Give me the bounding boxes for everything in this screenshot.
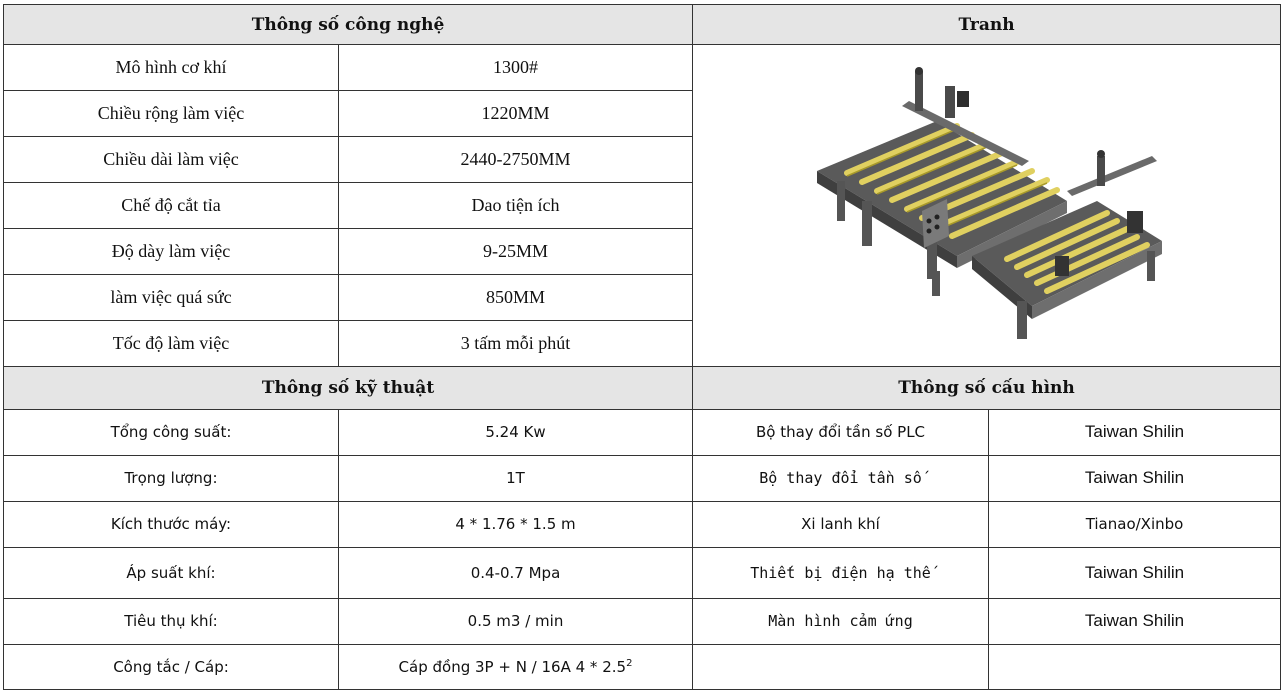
technical-value: 0.5 m3 / min <box>339 598 693 644</box>
table-row <box>4 501 1281 547</box>
machine-drawing-icon <box>807 61 1167 351</box>
technical-value-cell <box>339 644 693 689</box>
configuration-label: Thiết bị điện hạ thế <box>693 547 989 598</box>
process-value: 850MM <box>339 275 693 321</box>
table-row <box>4 547 1281 598</box>
process-value: Dao tiện ích <box>339 183 693 229</box>
technical-label: Tiêu thụ khí: <box>4 598 339 644</box>
process-label: Chiều dài làm việc <box>4 137 339 183</box>
configuration-header: Thông số cấu hình <box>693 367 1281 409</box>
technical-header: Thông số kỹ thuật <box>4 367 693 409</box>
process-value: 1220MM <box>339 91 693 137</box>
process-header-row <box>4 5 1281 45</box>
technical-value: 0.4-0.7 Mpa <box>339 547 693 598</box>
technical-value: 1T <box>339 455 693 501</box>
process-label: làm việc quá sức <box>4 275 339 321</box>
table-row <box>4 455 1281 501</box>
table-row <box>4 409 1281 455</box>
technical-value: 5.24 Kw <box>339 409 693 455</box>
process-value: 2440-2750MM <box>339 137 693 183</box>
process-label: Chế độ cắt tỉa <box>4 183 339 229</box>
configuration-label: Màn hình cảm ứng <box>693 598 989 644</box>
process-value: 1300# <box>339 45 693 91</box>
process-label: Mô hình cơ khí <box>4 45 339 91</box>
configuration-value <box>989 644 1281 689</box>
process-label: Độ dày làm việc <box>4 229 339 275</box>
configuration-value: Taiwan Shilin <box>989 409 1281 455</box>
configuration-value: Taiwan Shilin <box>989 598 1281 644</box>
technical-label: Tổng công suất: <box>4 409 339 455</box>
spec-table <box>3 4 1281 690</box>
technical-label: Kích thước máy: <box>4 501 339 547</box>
table-row <box>4 598 1281 644</box>
machine-image-cell <box>693 45 1281 367</box>
technical-value: 4 * 1.76 * 1.5 m <box>339 501 693 547</box>
configuration-label: Bộ thay đổi tần số PLC <box>693 409 989 455</box>
process-label: Chiều rộng làm việc <box>4 91 339 137</box>
configuration-value: Taiwan Shilin <box>989 455 1281 501</box>
table-row <box>4 45 1281 91</box>
technical-label: Áp suất khí: <box>4 547 339 598</box>
technical-header-row <box>4 367 1281 409</box>
process-label: Tốc độ làm việc <box>4 321 339 367</box>
process-value: 9-25MM <box>339 229 693 275</box>
process-value: 3 tấm mỗi phút <box>339 321 693 367</box>
process-header: Thông số công nghệ <box>4 5 693 45</box>
configuration-value: Tianao/Xinbo <box>989 501 1281 547</box>
table-row <box>4 644 1281 689</box>
technical-value: Cáp đồng 3P + N / 16A 4 * 2.5 <box>398 657 627 676</box>
configuration-value: Taiwan Shilin <box>989 547 1281 598</box>
configuration-label: Bộ thay đổi tần số <box>693 455 989 501</box>
technical-value-superscript: 2 <box>626 657 633 669</box>
configuration-label <box>693 644 989 689</box>
technical-label: Trọng lượng: <box>4 455 339 501</box>
configuration-label: Xi lanh khí <box>693 501 989 547</box>
picture-header: Tranh <box>693 5 1281 45</box>
technical-label: Công tắc / Cáp: <box>4 644 339 689</box>
